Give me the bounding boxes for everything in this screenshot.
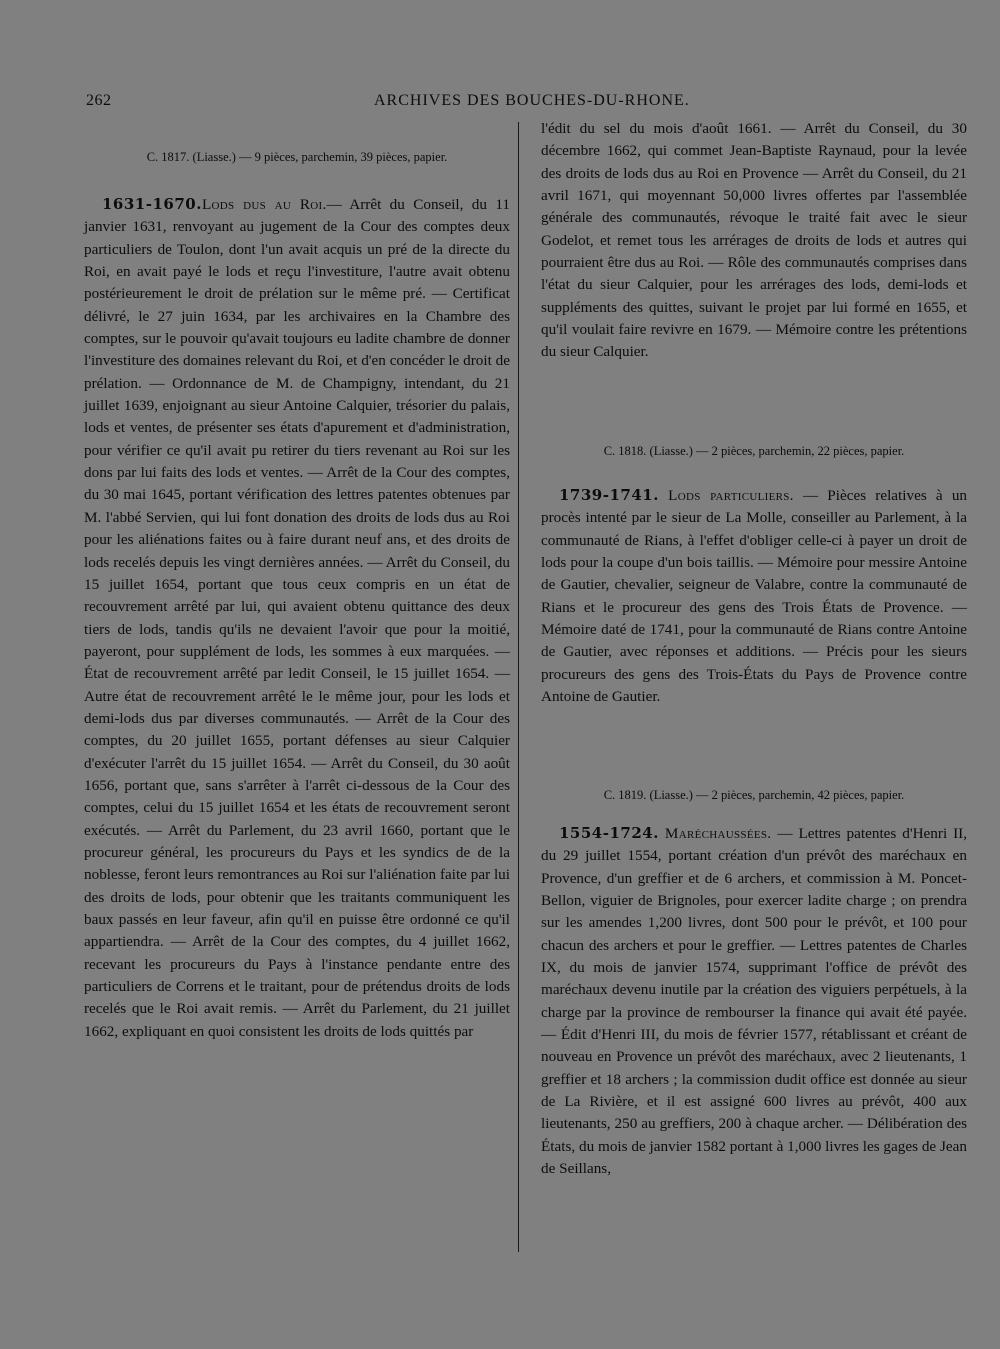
article-dates: 1631-1670. xyxy=(102,195,202,213)
article-paragraph xyxy=(541,822,967,1181)
article-body xyxy=(541,484,967,708)
article-paragraph xyxy=(541,484,967,708)
article-text-continued: l'édit du sel du mois d'août 1661. — Arrêt du Conseil, du 30 décembre 1662, qui commet Jean-Baptiste Raynaud, pour la levée des droits de lods dus au Roi en Provence — Arrêt du Conseil, du 21 avril 1671, qui moyennant 50,000 livres offertes par l'assemblée générale des communautés, révoque le traité fait avec le sieur Godelot, et remet tous les arrérages de droits de lods et autres qui pourraient être dus au Roi. — Rôle des communautés comprises dans l'état du sieur Calquier, pour les arrérages des lods, demi-lods et suppléments des quittes, suivant le projet par lui formé en 1655, et qu'il voulait faire revivre en 1679. — Mémoire contre les prétentions du sieur Calquier. xyxy=(541,120,967,361)
article-body xyxy=(84,193,510,1043)
article-rubric: Maréchaussées. xyxy=(664,825,772,842)
article-cote: C. 1818. (Liasse.) — 2 pièces, parchemin, 22 pièces, papier. xyxy=(603,444,905,458)
article-paragraph-continued xyxy=(541,118,967,364)
column-rule xyxy=(518,122,519,1252)
article-text: — Arrêt du Conseil, du 11 janvier 1631, renvoyant au jugement de la Cour des comptes deux particuliers de Toulon, dont l'un avait acquis un pré de la directe du Roi, en avait payé le lods et reçu l'investiture, l'autre avait obtenu postérieurement le droit de prélation sur le même pré. — Certificat délivré, le 27 juin 1634, par les archivaires en la Chambre des comptes, sur le pouvoir qu'avait toujours eu ladite chambre de donner l'investiture des domaines relevant du Roi, et d'en concéder le droit de prélation. — Ordonnance de M. de Champigny, intendant, du 21 juillet 1639, enjoignant au sieur Antoine Calquier, trésorier du palais, lods et ventes, de présenter ses états d'apurement et d'administration, pour vérifier ce qu'il avait pu retirer du tiers revenant au Roi sur les dons par lui faits des lods et ventes. — Arrêt de la Cour des comptes, du 30 mai 1645, portant vérification des lettres patentes obtenues par M. l'abbé Servien, qui lui font donation des droits de lods dus au Roi pour les aliénations faites ou à faire durant neuf ans, et des droits de lods recelés depuis les vingt dernières années. — Arrêt du Conseil, du 15 juillet 1654, portant que tous ceux compris en un état de recouvrement arrêté par lui, qui avaient obtenu quittance des deux tiers de lods, tandis qu'ils ne devaient l'avoir que pour la moitié, payeront, pour supplément de lods, les sommes à eux marquées. — État de recouvrement arrêté par ledit Conseil, le 15 juillet 1654. — Autre état de recouvrement arrêté le le même jour, pour les lods et demi-lods dus par diverses communautés. — Arrêt de la Cour des comptes, du 20 juillet 1655, portant défenses au sieur Calquier d'exécuter l'arrêt du 15 juillet 1654. — Arrêt du Conseil, du 30 août 1656, portant que, sans s'arrêter à l'arrêt ci-dessous de la Cour des comptes, celui du 15 juillet 1654 et les états de recouvrement seront exécutés. — Arrêt du Parlement, du 23 avril 1660, portant que le procureur général, les procureurs du Pays et les syndics de de la noblesse, feront leurs remontrances au Roi sur l'aliénation faite par lui des droits de lods, pour obtenir que les traitants communiquent les baux passés en leur faveur, afin qu'il en puisse être ordonné ce qu'il appartiendra. — Arrêt de la Cour des comptes, du 4 juillet 1662, recevant les procureurs du Pays à l'instance pendante entre des particuliers de Correns et le traitant, pour de prétendus droits de lods recelés que le Roi avait remis. — Arrêt du Parlement, du 21 juillet 1662, expliquant en quoi consistent les droits de lods quittés par xyxy=(84,196,510,1040)
article-cote: C. 1817. (Liasse.) — 9 pièces, parchemin, 39 pièces, papier. xyxy=(146,150,448,164)
article-body xyxy=(541,822,967,1181)
article-text: — Lettres patentes d'Henri II, du 29 juillet 1554, portant création d'un prévôt des maréchaux en Provence, d'un greffier et de 6 archers, et commission à M. Poncet-Bellon, viguier de Brignoles, pour exercer ladite charge ; on prendra sur les amendes 1,200 livres, dont 500 pour le prévôt, et 100 pour chacun des archers et pour le greffier. — Lettres patentes de Charles IX, du mois de janvier 1574, supprimant l'office de prévôt des maréchaux devenu inutile par la création des viguiers perpétuels, à la charge par la province de rembourser la finance qui avait été payée. — Édit d'Henri III, du mois de février 1577, rétablissant et créant de nouveau en Provence un prévôt des maréchaux, avec 2 lieutenants, 1 greffier et 18 archers ; la commission dudit office est donnée au sieur de La Rivière, et il est assigné 600 livres au prévôt, 400 aux lieutenants, 250 au greffiers, 200 à chaque archer. — Délibération des États, du mois de janvier 1582 portant à 1,000 livres les gages de Jean de Seillans, xyxy=(541,825,968,1178)
page-number: 262 xyxy=(86,92,112,109)
article-rubric: Lods particuliers. xyxy=(668,487,794,504)
article-cote: C. 1819. (Liasse.) — 2 pièces, parchemin, 42 pièces, papier. xyxy=(603,788,905,802)
article-dates: 1554-1724. xyxy=(559,824,659,842)
article-paragraph xyxy=(84,193,510,1043)
running-head: ARCHIVES DES BOUCHES-DU-RHONE. xyxy=(374,92,690,109)
article-text: — Pièces relatives à un procès intenté par le sieur de La Molle, conseiller au Parlement, à la communauté de Rians, à l'effet d'obliger celle-ci à payer un droit de lods pour la coupe d'un bois taillis. — Mémoire pour messire Antoine de Gautier, chevalier, seigneur de Valabre, contre la communauté de Rians et le procureur des gens des Trois États de Provence. — Mémoire daté de 1741, pour la communauté de Rians contre Antoine de Gautier, avec réponses et additions. — Précis pour les sieurs procureurs des gens des Trois-États du Pays de Provence contre Antoine de Gautier. xyxy=(541,487,968,706)
article-continuation xyxy=(541,118,967,364)
article-rubric: Lods dus au Roi. xyxy=(201,196,327,213)
article-dates: 1739-1741. xyxy=(559,486,659,504)
